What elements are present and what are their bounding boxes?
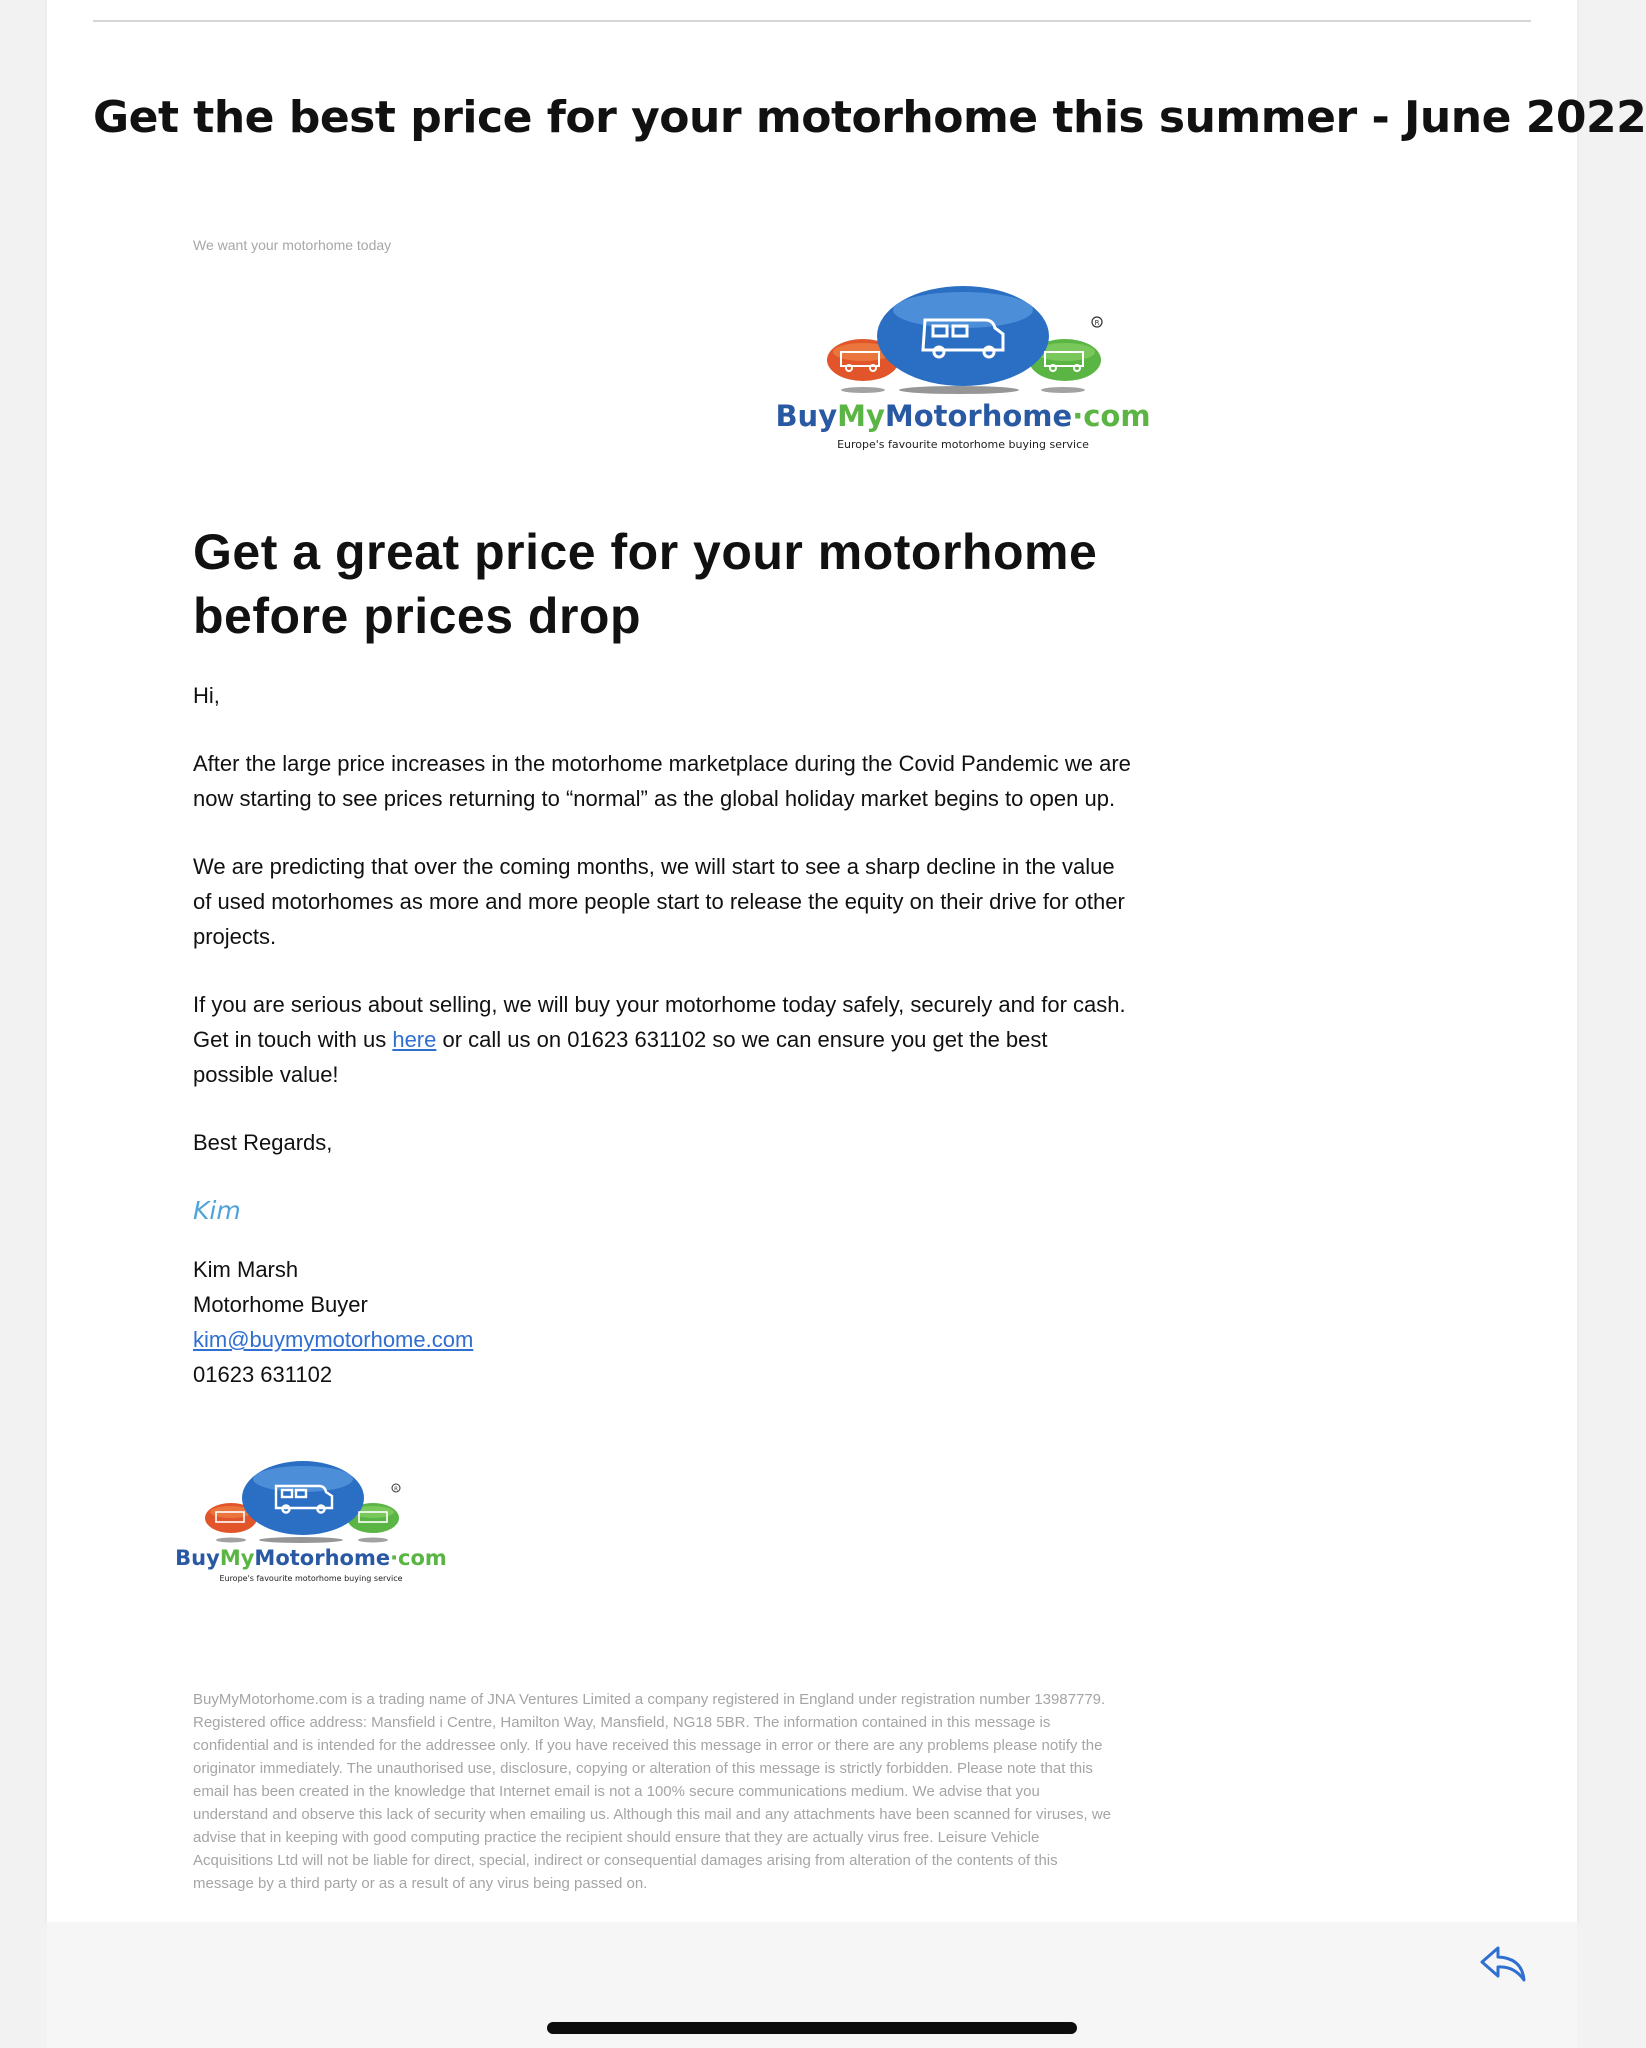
- greeting: Hi,: [193, 683, 220, 708]
- email-headline: Get a great price for your motorhome before prices drop: [193, 524, 1098, 644]
- reply-arrow-icon: [1478, 1942, 1528, 1986]
- brand-wordmark: BuyMyMotorhome·com: [775, 399, 1151, 433]
- brand-logo-graphic: [775, 278, 1173, 458]
- home-indicator[interactable]: [547, 2022, 1077, 2034]
- paragraph-3-after-link: or call us on 01623 631102 so we can ensure you get the best possible value!: [193, 1027, 1048, 1087]
- email-subject: Get the best price for your motorhome this summer - June 2022: [93, 92, 1646, 143]
- email-preheader: We want your motorhome today: [193, 237, 392, 253]
- svg-text:R: R: [394, 1486, 398, 1493]
- paragraph-3-before-link: If you are serious about selling, we will buy your motorhome today safely, securely and for cash. Get in touch with us: [193, 992, 1126, 1052]
- paragraph-3: [193, 987, 1133, 1092]
- svg-text:R: R: [1094, 319, 1100, 327]
- header-divider: [93, 20, 1531, 22]
- handwritten-signature: Kim: [193, 1196, 241, 1225]
- paragraph-2: We are predicting that over the coming months, we will start to see a sharp decline in the value of used motorhomes as more and more people start to release the equity on their drive for other projects.: [193, 854, 1125, 949]
- contact-email-link[interactable]: kim@buymymotorhome.com: [193, 1327, 474, 1352]
- signature-brand-tagline: Europe's favourite motorhome buying service: [219, 1574, 403, 1583]
- contact-title: Motorhome Buyer: [193, 1292, 368, 1317]
- legal-disclaimer: BuyMyMotorhome.com is a trading name of JNA Ventures Limited a company registered in England under registration number 13987779. Registered office address: Mansfield i Centre, Hamilton Way, Mansfield, NG18 5BR. The information contained in this message is confidential and is intended for the addressee only. If you have received this message in error or there are any problems please notify the originator immediately. The unauthorised use, disclosure, copying or alteration of this message is strictly forbidden. Please note that this email has been created in the knowledge that Internet email is not a 100% secure communications medium. We advise that you understand and observe this lack of security when emailing us. Although this mail and any attachments have been scanned for viruses, we advise that in keeping with good computing practice the recipient should ensure that they are actually virus free. Leisure Vehicle Acquisitions Ltd will not be liable for direct, special, indirect or consequential damages arising from alteration of the contents of this message by a third party or as a result of any virus being passed on.: [193, 1691, 1112, 1892]
- contact-here-link[interactable]: here: [392, 1027, 437, 1052]
- paragraph-1: After the large price increases in the motorhome marketplace during the Covid Pandemic we are now starting to see prices returning to “normal” as the global holiday market begins to open up.: [193, 751, 1131, 811]
- contact-phone: 01623 631102: [193, 1362, 333, 1387]
- brand-logo: [775, 278, 1173, 458]
- contact-name: Kim Marsh: [193, 1257, 299, 1282]
- contact-block: [193, 1252, 1133, 1392]
- closing-regards: Best Regards,: [193, 1130, 333, 1155]
- signature-logo-graphic: [175, 1454, 447, 1594]
- signature-brand-wordmark: BuyMyMotorhome·com: [175, 1546, 447, 1570]
- reply-button[interactable]: [1478, 1942, 1528, 1986]
- email-body: [193, 520, 1133, 1392]
- signature-brand-logo: [175, 1454, 447, 1594]
- brand-tagline: Europe's favourite motorhome buying service: [837, 438, 1089, 451]
